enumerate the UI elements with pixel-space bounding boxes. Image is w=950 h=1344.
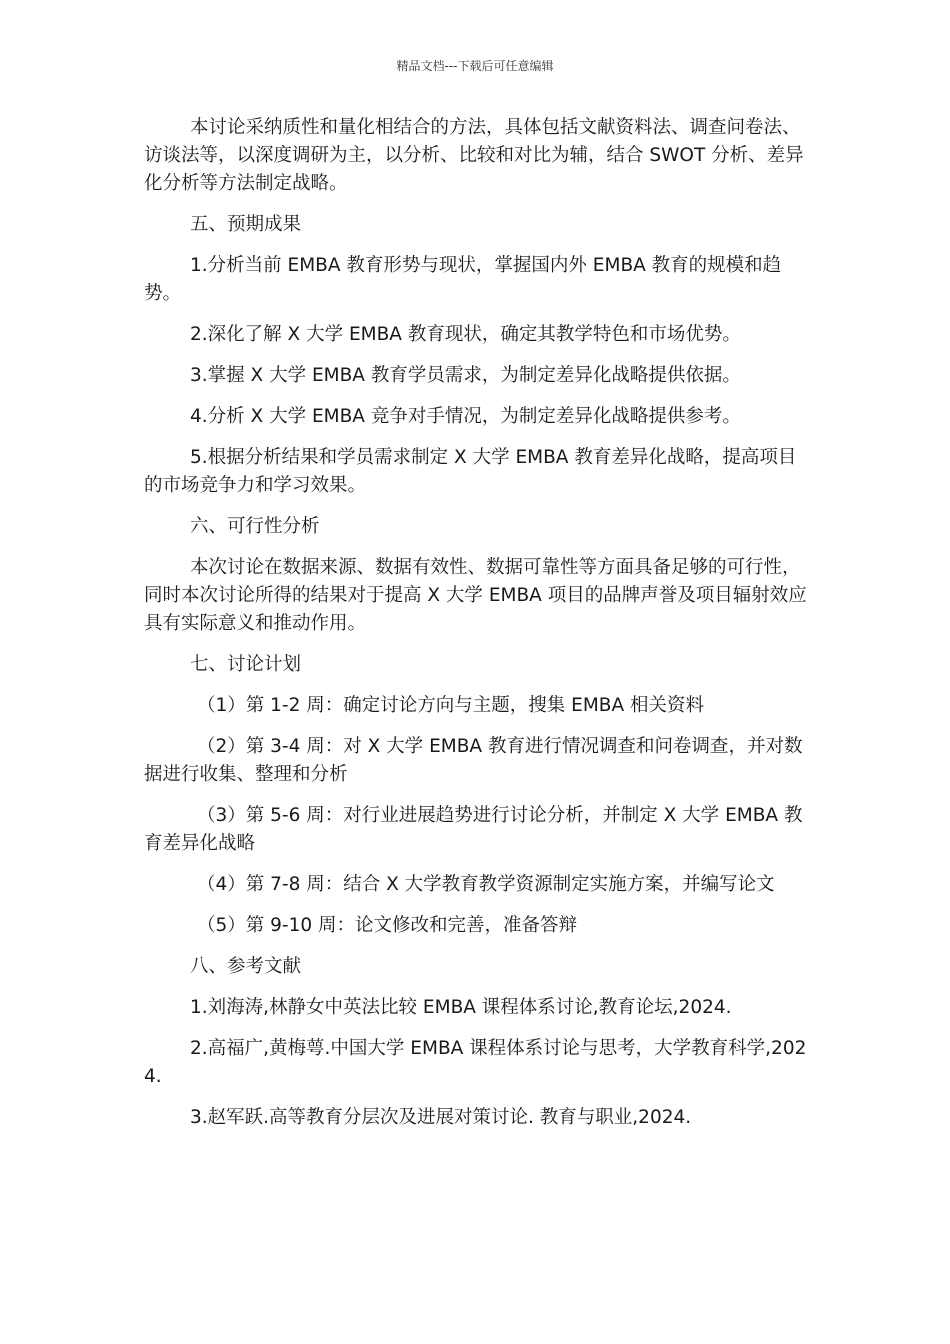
section-heading-expected-results: 五、预期成果 (190, 214, 302, 235)
plan-item: （5）第 9-10 周：论文修改和完善，准备答辩 (197, 915, 578, 936)
plan-item: （3）第 5-6 周：对行业进展趋势进行讨论分析，并制定 X 大学 EMBA 教育差异化战略 (144, 805, 803, 854)
section-heading-plan: 七、讨论计划 (190, 654, 302, 675)
page-header: 精品文档---下载后可任意编辑 (396, 59, 554, 73)
reference-item: 1.刘海涛,林静女中英法比较 EMBA 课程体系讨论,教育论坛,2024. (190, 997, 732, 1018)
expected-result-item: 5.根据分析结果和学员需求制定 X 大学 EMBA 教育差异化战略，提高项目的市场竞争力和学习效果。 (144, 447, 797, 496)
reference-item: 3.赵军跃.高等教育分层次及进展对策讨论. 教育与职业,2024. (190, 1107, 692, 1128)
reference-item: 2.高福广,黄梅萼.中国大学 EMBA 课程体系讨论与思考，大学教育科学,2024. (144, 1038, 807, 1087)
feasibility-paragraph: 本次讨论在数据来源、数据有效性、数据可靠性等方面具备足够的可行性，同时本次讨论所得的结果对于提高 X 大学 EMBA 项目的品牌声誉及项目辐射效应具有实际意义和推动作用。 (144, 557, 807, 634)
section-heading-references: 八、参考文献 (190, 956, 302, 977)
plan-item: （1）第 1-2 周：确定讨论方向与主题，搜集 EMBA 相关资料 (197, 695, 705, 716)
expected-result-item: 2.深化了解 X 大学 EMBA 教育现状，确定其教学特色和市场优势。 (190, 324, 741, 345)
document-body (144, 114, 809, 1145)
intro-paragraph: 本讨论采纳质性和量化相结合的方法，具体包括文献资料法、调查问卷法、访谈法等，以深度调研为主，以分析、比较和对比为辅，结合 SWOT 分析、差异化分析等方法制定战略。 (144, 117, 804, 194)
plan-item: （2）第 3-4 周：对 X 大学 EMBA 教育进行情况调查和问卷调查，并对数据进行收集、整理和分析 (144, 736, 803, 785)
expected-result-item: 3.掌握 X 大学 EMBA 教育学员需求，为制定差异化战略提供依据。 (190, 365, 741, 386)
section-heading-feasibility: 六、可行性分析 (190, 516, 320, 537)
expected-result-item: 1.分析当前 EMBA 教育形势与现状，掌握国内外 EMBA 教育的规模和趋势。 (144, 255, 782, 304)
expected-result-item: 4.分析 X 大学 EMBA 竞争对手情况，为制定差异化战略提供参考。 (190, 406, 741, 427)
plan-item: （4）第 7-8 周：结合 X 大学教育教学资源制定实施方案，并编写论文 (197, 874, 775, 895)
